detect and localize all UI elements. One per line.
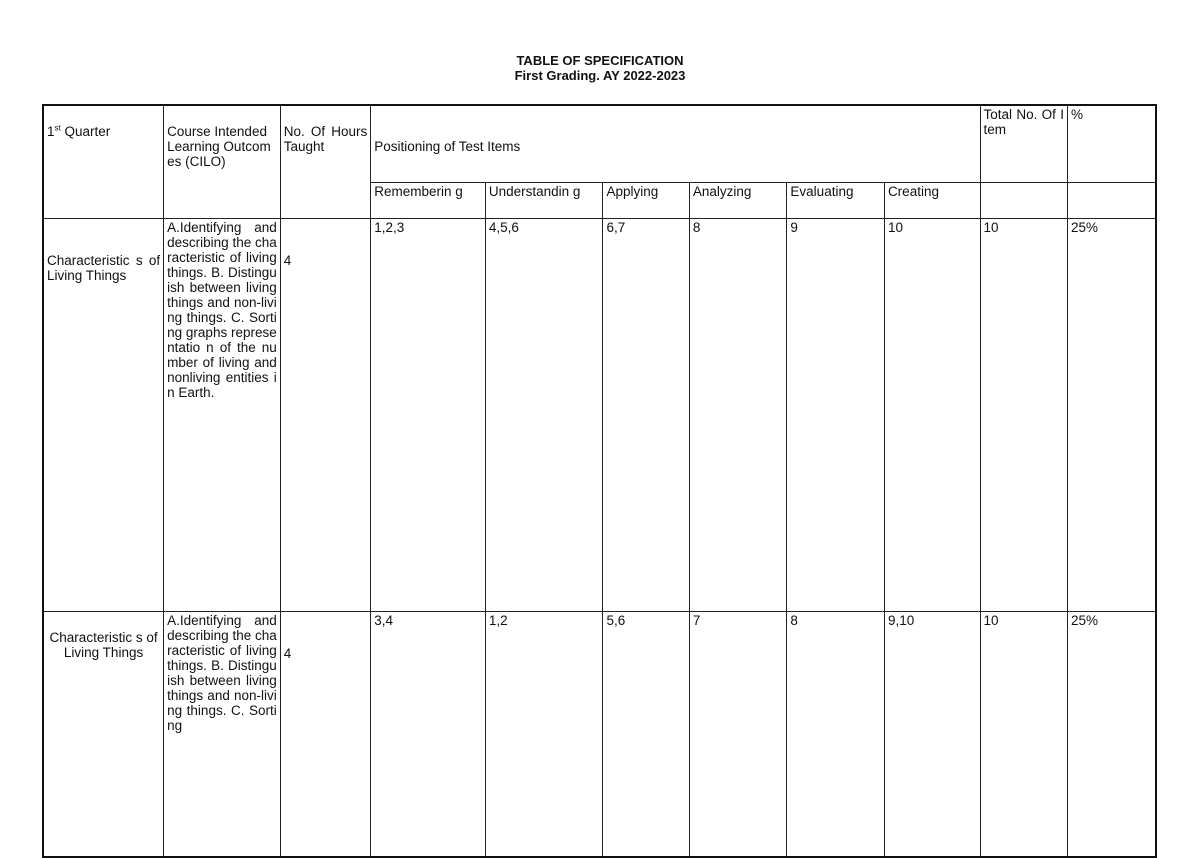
understanding-items: 1,2 [485,612,603,858]
hours-cell: 4 [280,219,370,612]
total-header: Total No. Of Item [980,105,1067,183]
creating-items: 9,10 [884,612,980,858]
total-subheader-empty [980,183,1067,219]
applying-items: 5,6 [603,612,689,858]
specification-table [42,104,1157,858]
hours-header: No. Of Hours Taught [280,105,370,219]
percent-cell: 25% [1067,612,1156,858]
remembering-items: 1,2,3 [371,219,486,612]
topic-cell: Characteristic s of Living Things [43,612,164,858]
topic-cell: Characteristic s of Living Things [43,219,164,612]
document-subtitle: First Grading. AY 2022-2023 [514,68,686,83]
level-applying: Applying [603,183,689,219]
cilo-cell: A.Identifying and describing the characteristic of living things. B. Distinguish between living things and non-living things. C. Sorting graphs representatio n of the number of living and nonliving entities in Earth. [164,219,281,612]
creating-items: 10 [884,219,980,612]
level-creating: Creating [884,183,980,219]
cilo-header: Course Intended Learning Outcomes (CILO) [164,105,281,219]
hours-cell: 4 [280,612,370,858]
quarter-header: 1st Quarter [43,105,164,219]
percent-subheader-empty [1067,183,1156,219]
percent-cell: 25% [1067,219,1156,612]
applying-items: 6,7 [603,219,689,612]
remembering-items: 3,4 [371,612,486,858]
cilo-cell: A.Identifying and describing the characteristic of living things. B. Distinguish between living things and non-living things. C. Sorting [164,612,281,858]
evaluating-items: 8 [787,612,885,858]
analyzing-items: 7 [689,612,787,858]
positioning-header: Positioning of Test Items [371,105,980,183]
level-understanding: Understandin g [485,183,603,219]
understanding-items: 4,5,6 [485,219,603,612]
total-items-cell: 10 [980,219,1067,612]
total-items-cell: 10 [980,612,1067,858]
table-row [43,612,1156,858]
level-remembering: Rememberin g [371,183,486,219]
level-evaluating: Evaluating [787,183,885,219]
header-row-1 [43,105,1156,183]
table-row [43,219,1156,612]
percent-header: % [1067,105,1156,183]
document-title: TABLE OF SPECIFICATION [516,53,684,68]
evaluating-items: 9 [787,219,885,612]
level-analyzing: Analyzing [689,183,787,219]
analyzing-items: 8 [689,219,787,612]
